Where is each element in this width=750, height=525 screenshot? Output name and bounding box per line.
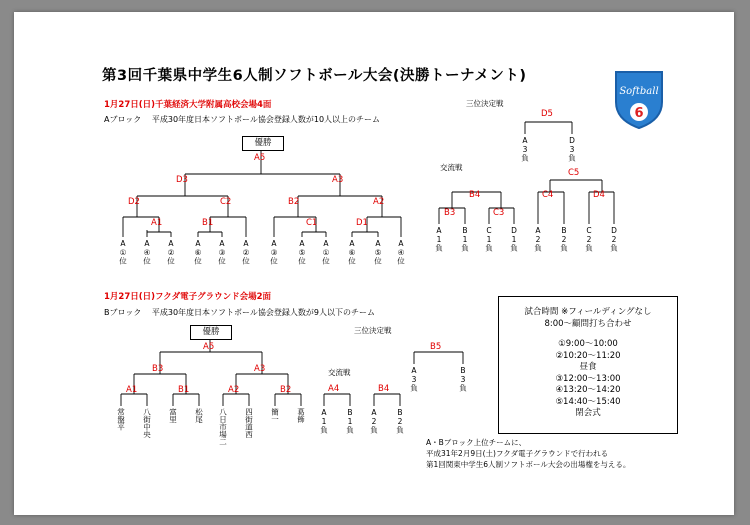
block-b-title: Bブロック 平成30年度日本ソフトボール協会登録人数が9人以下のチーム [104,308,375,317]
team-a-12: A④位 [396,239,406,265]
match-r1-b-3: A2 [228,385,240,395]
third-place-title-a: 三位決定戦 [466,99,504,108]
team-a-7: A③位 [269,239,279,265]
match-ex-a-2: C5 [568,168,580,178]
match-quarter-a-2: C2 [220,197,232,207]
schedule-line-2: 8:00～顧問打ち合わせ [544,318,632,329]
match-r1-a-3: C1 [306,218,318,228]
third-team-a-1: A3負 [520,136,530,162]
ex-team-b-4: B2負 [395,408,405,434]
team-a-6: A②位 [241,239,251,265]
team-a-8: A⑤位 [297,239,307,265]
schedule-box [498,296,678,434]
team-a-1: A①位 [118,239,128,265]
schedule-line-1: 試合時間 ※フィールディングなし [524,307,652,317]
team-b-3: 富里 [168,408,178,423]
ex-team-a-3: C1負 [484,226,494,252]
ex-team-b-2: B1負 [345,408,355,434]
match-r1-b-2: B1 [178,385,190,395]
ex-team-a-6: B2負 [559,226,569,252]
team-a-5: A③位 [217,239,227,265]
block-a-title: Aブロック 平成30年度日本ソフトボール協会登録人数が10人以上のチーム [104,115,381,124]
match-final-b: A5 [203,342,215,352]
ex-team-a-8: D2負 [609,226,619,252]
match-quarter-a-4: A2 [373,197,385,207]
team-b-2: 八街中央 [142,408,152,438]
note-line-2: 平成31年2月9日(土)フクダ電子グラウンドで行われる [426,449,609,458]
match-third-a: D5 [541,109,553,119]
team-a-11: A⑤位 [373,239,383,265]
ex-team-b-1: A1負 [319,408,329,434]
match-r1-a-2: B1 [202,218,214,228]
match-semi-a-1: D3 [176,175,188,185]
team-b-5: 八日市場二 [218,408,228,446]
match-semi-b-1: B3 [152,364,164,374]
match-semi-b-2: A3 [254,364,266,374]
schedule-slot-4: ③12:00～13:00 [555,373,621,384]
third-team-b-1: A3負 [409,366,419,392]
svg-text:6: 6 [634,106,644,121]
note-line-3: 第1回関東中学生6人制ソフトボール大会の出場権を与える。 [426,460,631,469]
team-a-9: A①位 [321,239,331,265]
ex-team-a-7: C2負 [584,226,594,252]
winner-box-b: 優勝 [190,325,232,340]
team-b-6: 四街道西 [244,408,254,438]
team-b-4: 松尾 [194,408,204,423]
venue-b: 1月27日(日)フクダ電子グラウンド会場2面 [104,292,272,302]
schedule-slot-3: 昼食 [579,362,597,372]
match-third-b: B5 [430,342,442,352]
match-quarter-a-1: D2 [128,197,140,207]
exchange-title-a: 交流戦 [440,163,463,172]
winner-box-a: 優勝 [242,136,284,151]
team-a-2: A④位 [142,239,152,265]
team-a-4: A⑥位 [193,239,203,265]
schedule-slot-6: ⑤14:40～15:40 [555,396,621,407]
tournament-sheet [14,12,734,515]
third-place-title-b: 三位決定戦 [354,326,392,335]
note-line-1: A・Bブロック上位チームに、 [426,438,527,447]
team-b-7: 簡一 [270,408,280,423]
schedule-slot-7: 閉会式 [575,408,601,418]
ex-team-a-5: A2負 [533,226,543,252]
ex-team-a-1: A1負 [434,226,444,252]
svg-text:Softball: Softball [619,86,659,97]
schedule-slot-1: ①9:00～10:00 [558,339,618,349]
exchange-title-b: 交流戦 [328,368,351,377]
third-team-a-2: D3負 [567,136,577,162]
third-team-b-2: B3負 [458,366,468,392]
match-ex-b-2: B4 [378,384,390,394]
team-b-1: 常盤平 [116,408,126,431]
match-r1-a-4: D1 [356,218,368,228]
team-b-8: 葛飾 [296,408,306,423]
match-ex-a-1: B4 [469,190,481,200]
match-semi-a-2: A3 [332,175,344,185]
match-ex-a-4: C3 [493,208,505,218]
match-ex-a-3: B3 [444,208,456,218]
match-ex-a-5: C4 [542,190,554,200]
ex-team-a-2: B1負 [460,226,470,252]
match-r1-a-1: A1 [151,218,163,228]
page-title: 第3回千葉県中学生6人制ソフトボール大会(決勝トーナメント) [102,68,527,84]
match-quarter-a-3: B2 [288,197,300,207]
match-ex-a-6: D4 [593,190,605,200]
ex-team-a-4: D1負 [509,226,519,252]
match-r1-b-1: A1 [126,385,138,395]
schedule-slot-2: ②10:20～11:20 [555,350,621,361]
match-r1-b-4: B2 [280,385,292,395]
schedule-slot-5: ④13:20～14:20 [555,385,621,395]
team-a-3: A②位 [166,239,176,265]
venue-a: 1月27日(日)千葉経済大学附属高校会場4面 [104,100,272,110]
match-ex-b-1: A4 [328,384,340,394]
team-a-10: A⑥位 [347,239,357,265]
ex-team-b-3: A2負 [369,408,379,434]
match-final-a: A5 [254,153,266,163]
